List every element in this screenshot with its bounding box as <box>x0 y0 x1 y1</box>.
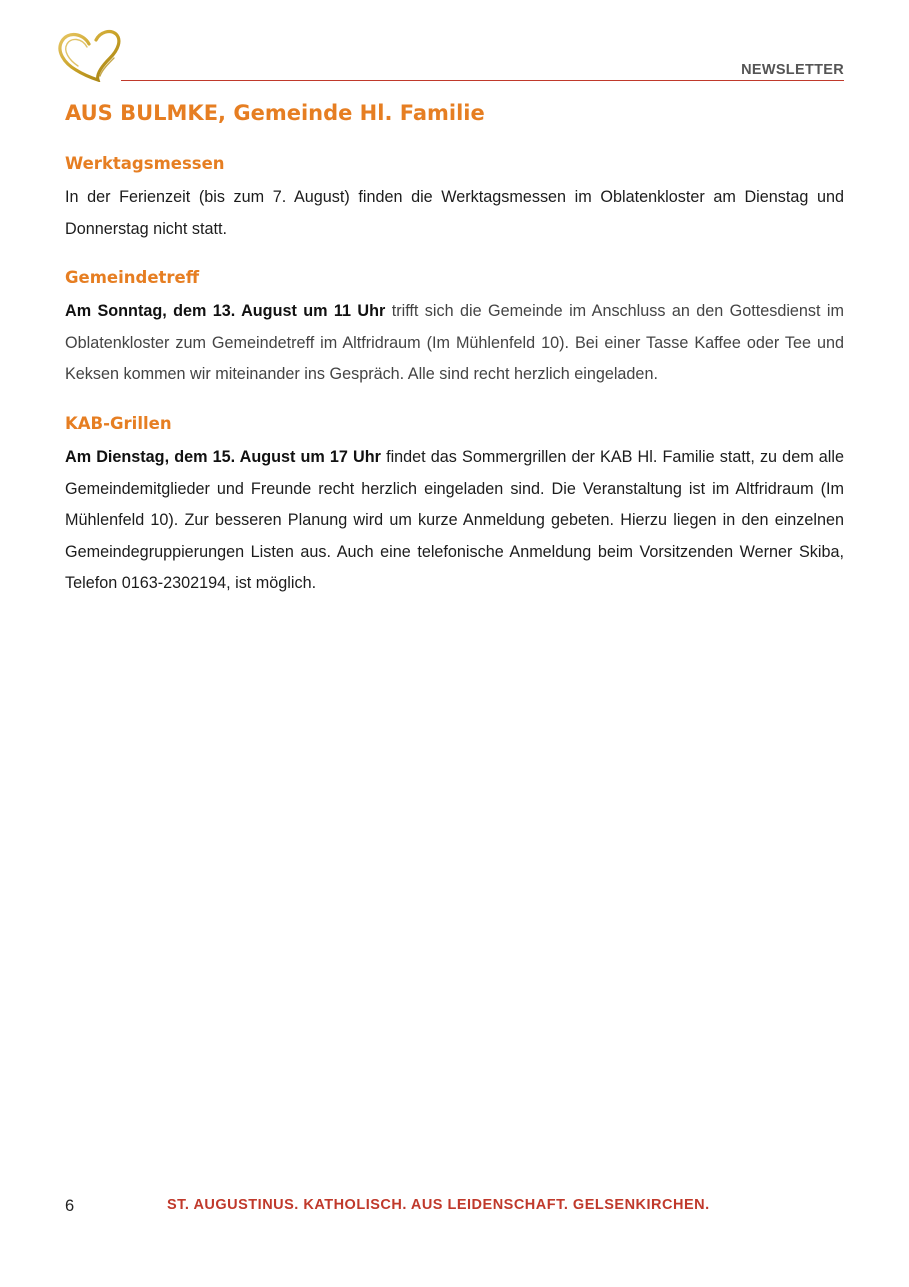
header-divider <box>121 80 844 81</box>
header-label: NEWSLETTER <box>741 62 844 78</box>
section-body: trifft sich die Gemeinde im Anschluss an den Gottesdienst im Oblatenkloster zum Gemeindetreff im Altfridraum (Im Mühlenfeld 10). Bei einer Tasse Kaffee oder Tee und Keksen kommen wir miteinander ins Gespräch. Alle sind recht herzlich eingeladen. <box>65 302 844 384</box>
section-date-highlight: Am Sonntag, dem 13. August um 11 Uhr <box>65 302 386 321</box>
section-date-highlight: Am Dienstag, dem 15. August um 17 Uhr <box>65 447 381 466</box>
gold-heart-logo-icon <box>56 28 126 82</box>
section-text-werktagsmessen <box>65 182 844 245</box>
section-title-werktagsmessen: Werktagsmessen <box>65 154 225 173</box>
section-body: In der Ferienzeit (bis zum 7. August) finden die Werktagsmessen im Oblatenkloster am Dienstag und Donnerstag nicht statt. <box>65 188 844 238</box>
page-title: AUS BULMKE, Gemeinde Hl. Familie <box>65 101 485 125</box>
section-body: findet das Sommergrillen der KAB Hl. Familie statt, zu dem alle Gemeindemitglieder und Freunde recht herzlich eingeladen sind. Die Veranstaltung ist im Altfridraum (Im Mühlenfeld 10). Zur besseren Planung wird um kurze Anmeldung gebeten. Hierzu liegen in den einzelnen Gemeindegruppierungen Listen aus. Auch eine telefonische Anmeldung beim Vorsitzenden Werner Skiba, Telefon 0163-2302194, ist möglich. <box>65 447 845 593</box>
page-number: 6 <box>65 1197 75 1215</box>
footer-slogan: ST. AUGUSTINUS. KATHOLISCH. AUS LEIDENSCHAFT. GELSENKIRCHEN. <box>167 1197 710 1213</box>
article <box>65 96 844 600</box>
section-text-kab-grillen <box>65 442 844 600</box>
section-title-kab-grillen: KAB-Grillen <box>65 413 172 433</box>
section-title-gemeindetreff: Gemeindetreff <box>65 268 200 288</box>
section-text-gemeindetreff <box>65 296 844 391</box>
